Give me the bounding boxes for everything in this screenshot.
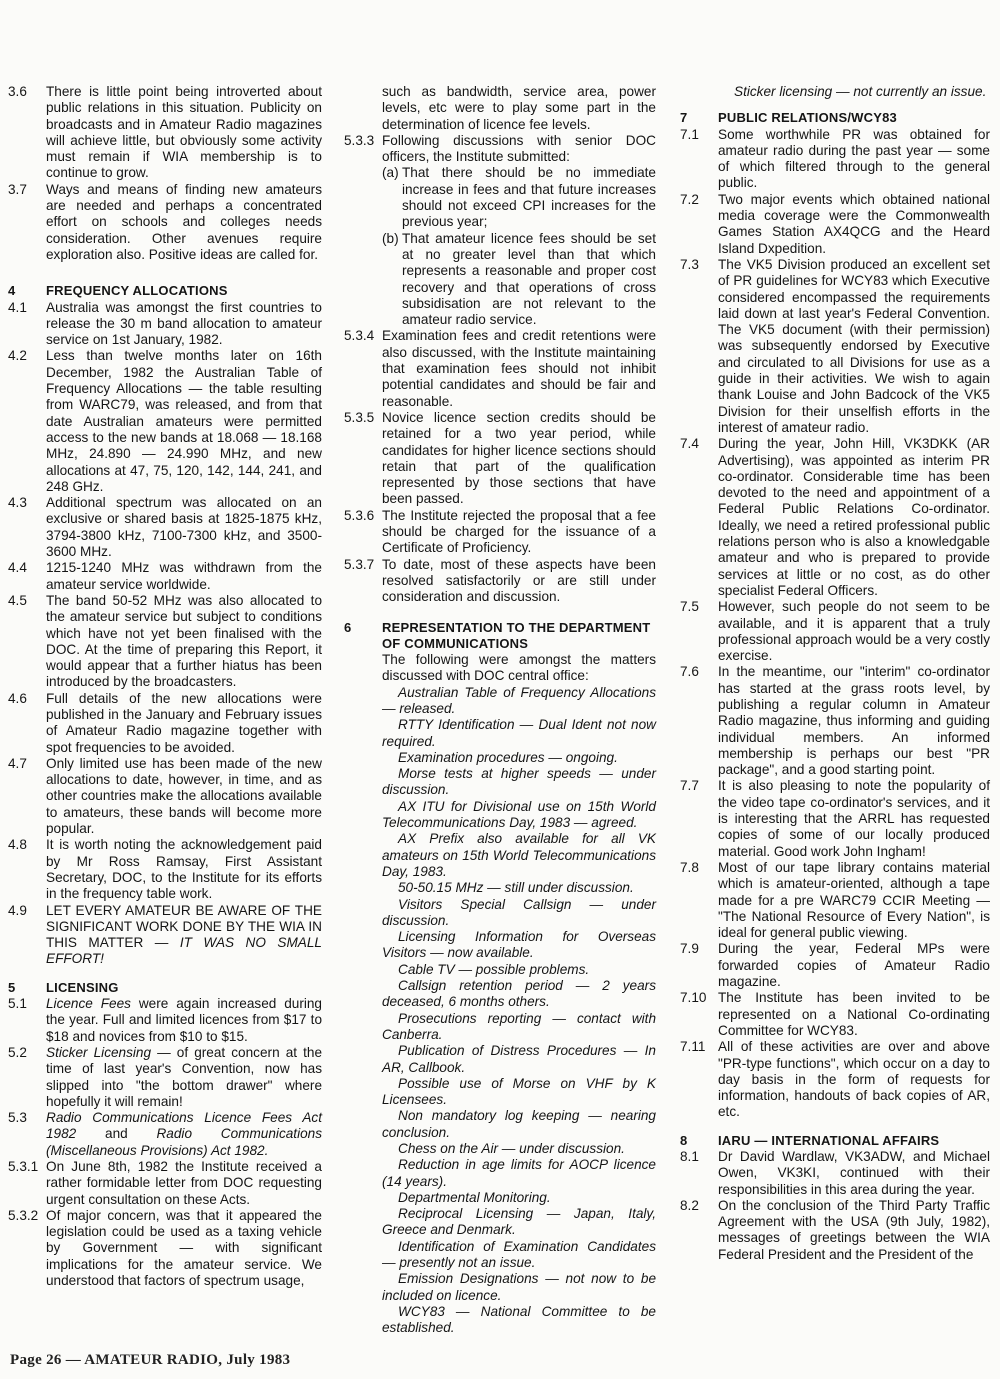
doc-matters-list [382, 685, 656, 1337]
heading-frequency-allocations: 4 FREQUENCY ALLOCATIONS [8, 283, 228, 299]
paragraph-4-2: 4.2 Less than twelve months later on 16th December, 1982 the Australian Table of Frequency Allocations — the table resulting from WARC79, was released, and from that date Australian amateurs were permitted access to the new bands at 18.068 — 18.168 MHz, 24.890 — 24.990 MHz, and new allocations at 47, 75, 120, 142, 144, 241, and 248 GHz. [8, 348, 322, 494]
paragraph-5-3-1: 5.3.1 On June 8th, 1982 the Institute received a rather formidable letter from DOC requesting urgent consultation on these Acts. [8, 1159, 322, 1207]
act-title-1: Radio Communications Licence Fees Act 1982 [46, 1110, 322, 1142]
doc-matter-item: Visitors Special Callsign — under discussion. [382, 896, 656, 928]
doc-matter-item: Australian Table of Frequency Allocations — released. [382, 684, 656, 716]
doc-matter-item: RTTY Identification — Dual Ident not now required. [382, 717, 656, 749]
paragraph-4-4: 4.4 1215-1240 MHz was withdrawn from the amateur service worldwide. [8, 560, 322, 592]
paragraph-4-8: 4.8 It is worth noting the acknowledgement paid by Mr Ross Ramsay, First Assistant Secretary, DOC, to the Institute for its efforts in the frequency table work. [8, 837, 322, 902]
paragraph-5-2: 5.2 Sticker Licensing — of great concern at the time of last year's Convention, now has slipped into "the bottom drawer" where hopefully it will remain! [8, 1044, 323, 1109]
paragraph-4-9: 4.9 LET EVERY AMATEUR BE AWARE OF THE SIGNIFICANT WORK DONE BY THE WIA IN THIS MATTER — IT WAS NO SMALL EFFORT! [8, 902, 322, 967]
doc-matter-item: 50-50.15 MHz — still under discussion. [398, 880, 634, 896]
paragraph-4-1: 4.1 Australia was amongst the first countries to release the 30 m band allocation to amateur service on 1st January, 1982. [8, 299, 322, 348]
paragraph-5-3: 5.3 Radio Communications Licence Fees Act 1982 and Radio Communications (Miscellaneous Provisions) Act 1982. [8, 1110, 323, 1158]
doc-matter-item: Possible use of Morse on VHF by K Licensees. [382, 1075, 656, 1108]
sticker-licensing-item: Sticker licensing — not currently an issue. [734, 84, 987, 99]
paragraph-5-3-2-continued: such as bandwidth, service area, power levels, etc were to play some part in the determination of licence fee levels. [382, 84, 656, 132]
doc-matter-item: Non mandatory log keeping — nearing conclusion. [382, 1108, 656, 1140]
paragraph-8-1: 8.1 Dr David Wardlaw, VK3ADW, and Michael Owen, VK3KI, continued with their responsibilities in this area during the year. [680, 1149, 990, 1197]
paragraph-7-7: 7.7 It is also pleasing to note the popularity of the video tape co-ordinator's services, and it is interesting that the ARRL has requested copies of some of our locally produced material. Good work John Ingham! [680, 778, 990, 859]
doc-matter-item: Examination procedures — ongoing. [398, 749, 618, 765]
paragraph-8-2: 8.2 On the conclusion of the Third Party Traffic Agreement with the USA (9th July, 1982), messages of greetings between the WIA Federal President and the President of the [680, 1197, 990, 1262]
paragraph-7-2: 7.2 Two major events which obtained national media coverage were the Commonwealth Games Station AX4QCG and the Heard Island Dxpedition. [680, 191, 990, 256]
doc-matter-item: Emission Designations — not now to be included on licence. [382, 1271, 656, 1303]
paragraph-5-3-5: 5.3.5 Novice licence section credits should be retained for a two year period, while candidates for higher licence sections should retain that part of the qualification represented by those sections that have been passed. [344, 409, 656, 507]
doc-matter-item: Prosecutions reporting — contact with Canberra. [382, 1010, 656, 1042]
paragraph-4-9-emphasis: IT WAS NO SMALL EFFORT! [46, 935, 322, 967]
doc-matter-item: Departmental Monitoring. [398, 1189, 551, 1205]
paragraph-5-3-3-b: (b) That amateur licence fees should be set at no greater level than that which represents a reasonable and proper cost recovery and that operations of cross subsidisation are not relevant to the amateur radio service. [382, 230, 656, 328]
doc-matter-item: Identification of Examination Candidates — presently not an issue. [382, 1238, 656, 1271]
paragraph-4-7: 4.7 Only limited use has been made of the new allocations to date, however, in time, and as other countries make the allocations available to amateurs, these bands will become more popular. [8, 755, 322, 837]
section-6-items [344, 685, 656, 1337]
doc-matter-item: Licensing Information for Overseas Visitors — now available. [382, 929, 656, 961]
doc-matter-item: Reciprocal Licensing — Japan, Italy, Greece and Denmark. [382, 1206, 656, 1238]
heading-licensing: 5 LICENSING [8, 979, 119, 995]
column-2 [344, 84, 656, 1337]
paragraph-3-6: 3.6 There is little point being introverted about public relations in this situation. Publicity on broadcasts and in Amateur Radio magazines will achieve little, but obviously some activity must remain if WIA membership is to continue to grow. [8, 84, 322, 181]
paragraph-5-3-3-a: (a) That there should be no immediate increase in fees and that future increases should not exceed CPI increases for the previous year; [382, 165, 656, 230]
paragraph-4-5: 4.5 The band 50-52 MHz was also allocated to the amateur service but subject to conditions which have not yet been finalised with the DOC. At the time of preparing this Report, it would appear that a further hiatus has been introduced by the broadcasters. [8, 592, 322, 690]
paragraph-5-3-6: 5.3.6 The Institute rejected the proposal that a fee should be charged for the issuance of a Certificate of Proficiency. [344, 507, 656, 556]
doc-matter-item: Chess on the Air — under discussion. [398, 1141, 625, 1156]
paragraph-4-3: 4.3 Additional spectrum was allocated on an exclusive or shared basis at 1825-1875 kHz, 3794-3800 kHz, 7100-7300 kHz, and 3500-3600 MHz. [8, 495, 322, 560]
paragraph-4-6: 4.6 Full details of the new allocations were published in the January and February issues of Amateur Radio magazine together with spot frequencies to be avoided. [8, 690, 322, 755]
paragraph-5-3-4: 5.3.4 Examination fees and credit retentions were also discussed, with the Institute maintaining that examination fees should not inhibit potential candidates and should be fair and reasonable. [344, 328, 656, 409]
paragraph-7-8: 7.8 Most of our tape library contains material which is amateur-oriented, although a tape made for a pre WARC79 CCIR Meeting — "The National Resource of Every Nation", is ideal for general public viewing. [680, 859, 990, 941]
page-footer: Page 26 — AMATEUR RADIO, July 1983 [10, 1352, 291, 1368]
paragraph-4-9-text: LET EVERY AMATEUR BE AWARE OF THE SIGNIFICANT WORK DONE BY THE WIA IN THIS MATTER — [46, 902, 322, 951]
paragraph-7-1: 7.1 Some worthwhile PR was obtained for amateur radio during the past year — some of which filtered through to the general public. [680, 126, 990, 191]
paragraph-5-3-2: 5.3.2 Of major concern, was that it appeared the legislation could be used as a taxing vehicle by Government — with significant implications for the amateur service. We understood that factors of spectrum usage, [8, 1207, 322, 1289]
section-6-intro: The following were amongst the matters discussed with DOC central office: [382, 652, 656, 684]
heading-representation-doc: 6 REPRESENTATION TO THE DEPARTMENT OF COMMUNICATIONS [344, 619, 651, 651]
licence-fees-term: Licence Fees [46, 996, 131, 1012]
heading-iaru-international-affairs: 8 IARU — INTERNATIONAL AFFAIRS [680, 1132, 940, 1148]
heading-public-relations: 7 PUBLIC RELATIONS/WCY83 [680, 110, 897, 126]
paragraph-5-2-text: — of great concern at the time of last year's Convention, now has slipped into "the bottom drawer" where hopefully it will remain! [46, 1044, 323, 1109]
doc-matter-item: Publication of Distress Procedures — In AR, Callbook. [382, 1043, 656, 1075]
doc-matter-item: AX Prefix also available for all VK amateurs on 15th World Telecommunications Day, 1983. [382, 831, 656, 879]
paragraph-5-3-3: 5.3.3 Following discussions with senior DOC officers, the Institute submitted: [344, 132, 656, 165]
column-3 [680, 84, 990, 1263]
paragraph-5-3-7: 5.3.7 To date, most of these aspects have been resolved satisfactorily or are still under consideration and discussion. [344, 556, 656, 605]
paragraph-5-3-text: and [76, 1126, 157, 1142]
doc-matter-item: WCY83 — National Committee to be established. [382, 1303, 656, 1336]
paragraph-3-7: 3.7 Ways and means of finding new amateurs are needed and perhaps a concentrated effort on schools and colleges needs consideration. Other avenues require exploration also. Positive ideas are called for. [8, 181, 322, 262]
doc-matter-item: Morse tests at higher speeds — under discussion. [382, 766, 656, 798]
paragraph-7-11: 7.11 All of these activities are over and above "PR-type functions", which occur on a day to day basis in the form of requests for information, handouts of back copies of AR, etc. [680, 1039, 990, 1120]
paragraph-5-1-text: were again increased during the year. Full and limited licences from $17 to $18 and novices from $10 to $15. [46, 996, 322, 1044]
doc-matter-item: Reduction in age limits for AOCP licence (14 years). [382, 1157, 656, 1189]
paragraph-7-4: 7.4 During the year, John Hill, VK3DKK (AR Advertising), was appointed as interim PR co-ordinator. Considerable time has been devoted to the need and appointment of a Federal Public Relations Co-ordinator. Ideally, we need a retired professional public relations person who is also a knowledgable amateur and who is prepared to provide services at little or no cost, as do other specialist Federal Officers. [680, 436, 990, 598]
paragraph-7-10: 7.10 The Institute has been invited to be represented on a National Co-ordinating Committee for WCY83. [680, 990, 990, 1038]
doc-matter-item: AX ITU for Divisional use on 15th World Telecommunications Day, 1983 — agreed. [382, 798, 656, 831]
paragraph-7-3: 7.3 The VK5 Division produced an excellent set of PR guidelines for WCY83 which Executive considered encompassed the requirements laid down at last year's Federal Convention. The VK5 document (with their permission) was subsequently endorsed by Executive and circulated to all Divisions for use as a guide in their activities. We wish to again thank Louise and John Badcock of the VK5 Division for their unselfish efforts in the interest of amateur radio. [680, 256, 990, 435]
doc-matter-item: Callsign retention period — 2 years deceased, 6 months others. [382, 978, 656, 1010]
paragraph-7-6: 7.6 In the meantime, our "interim" co-ordinator has started at the grass roots level, by publishing a regular column in Amateur Radio magazine, thus informing and guiding individual members. An informed membership is perhaps our best "PR package", and a good starting point. [680, 664, 990, 778]
paragraph-7-9: 7.9 During the year, Federal MPs were forwarded copies of Amateur Radio magazine. [680, 941, 990, 990]
doc-matter-item: Cable TV — possible problems. [398, 961, 590, 977]
act-title-2: Radio Communications (Miscellaneous Provisions) Act 1982. [46, 1126, 323, 1158]
column-1 [8, 84, 322, 1289]
paragraph-5-1: 5.1 Licence Fees were again increased during the year. Full and limited licences from $17 to $18 and novices from $10 to $15. [8, 996, 322, 1044]
sticker-licensing-term: Sticker Licensing [46, 1044, 152, 1060]
paragraph-7-5: 7.5 However, such people do not seem to be available, and it is apparent that a truly professional approach would be a very costly exercise. [680, 599, 990, 664]
